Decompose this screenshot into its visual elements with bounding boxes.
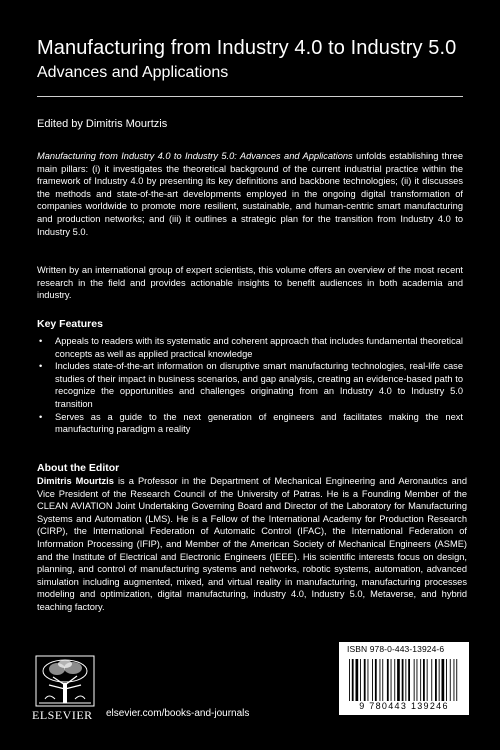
editor-bio-text: is a Professor in the Department of Mechanical Engineering and Aeronautics and Vice President of the Research Council of the University of Patras. He is a Founding Member of the CLEAN AVIATION Joint Undertaking Governing Board and Director of the Laboratory for Manufacturing Systems and Automation (LMS). He is a Fellow of the International Academy for Production Research (CIRP), the International Federation of Automatic Control (IFAC), the International Federation of Information Processing (IFIP), and Member of the American Society of Mechanical Engineers (ASME) and the Institute of Electrical and Electronic Engineers (IEEE). His scientific interests focus on design, planning, and control of manufacturing systems and networks, robotic systems, automation, advanced simulation including augmented, mixed, and virtual reality in manufacturing, manufacturing processes modeling and optimization, digital manufacturing, industry 4.0, Industry 5.0, Metaverse, and hybrid teaching factory. (37, 476, 467, 612)
editor-credit: Edited by Dimitris Mourtzis (37, 118, 168, 130)
description-book-title: Manufacturing from Industry 4.0 to Industry 5.0: Advances and Applications (37, 151, 353, 161)
publisher-url[interactable]: elsevier.com/books-and-journals (106, 708, 250, 719)
title-divider (37, 96, 463, 97)
bullet-icon: • (39, 361, 43, 372)
bullet-icon: • (39, 411, 43, 422)
editor-name: Dimitris Mourtzis (37, 476, 114, 486)
book-title: Manufacturing from Industry 4.0 to Industry 5.0 (37, 37, 457, 59)
bullet-icon: • (39, 336, 43, 346)
about-editor-heading: About the Editor (37, 462, 120, 474)
barcode-digits: 9 780443 139246 (359, 701, 449, 711)
about-editor-bio (37, 475, 467, 614)
key-feature-item: • Serves as a guide to the next generation of engineers and facilitates making the next manufacturing paradigm a reality (39, 411, 463, 435)
description-text: unfolds establishing three main pillars: (i) it investigates the theoretical background of the current industrial practice within the framework of Industry 4.0 by presenting its key definitions and backbone technologies; (ii) it discusses the methods and state-of-the-art developments employed in the ongoing digital transformation of companies worldwide to promote more resilient, sustainable, and human-centric smart manufacturing and production networks; and (iii) it outlines a strategic plan for the transition from Industry 4.0 to Industry 5.0. (37, 151, 463, 237)
key-feature-item: • Appeals to readers with its systematic and coherent approach that includes fundamental theoretical concepts as well as applied practical knowledge (39, 336, 463, 359)
barcode-icon (349, 659, 461, 701)
book-subtitle: Advances and Applications (37, 64, 229, 81)
publisher-name: ELSEVIER (32, 708, 93, 722)
description-paragraph-1 (37, 150, 463, 238)
key-features-heading: Key Features (37, 318, 103, 330)
description-paragraph-2: Written by an international group of expert scientists, this volume offers an overview of the most recent research in the field and provides actionable insights to benefit audiences in both academia and industry. (37, 265, 463, 301)
isbn-text: ISBN 978-0-443-13924-6 (347, 644, 445, 654)
key-features-list (37, 335, 463, 436)
key-feature-item: • Includes state-of-the-art information on disruptive smart manufacturing technologies, real-life case studies of their impact in business scenarios, and gap analysis, creating an evidence-based path to recognize the opportunities and challenges originating from an Industry 4.0 to Industry 5.0 transition (39, 361, 463, 409)
elsevier-tree-logo-icon (35, 655, 95, 707)
isbn-barcode-panel (339, 642, 469, 715)
